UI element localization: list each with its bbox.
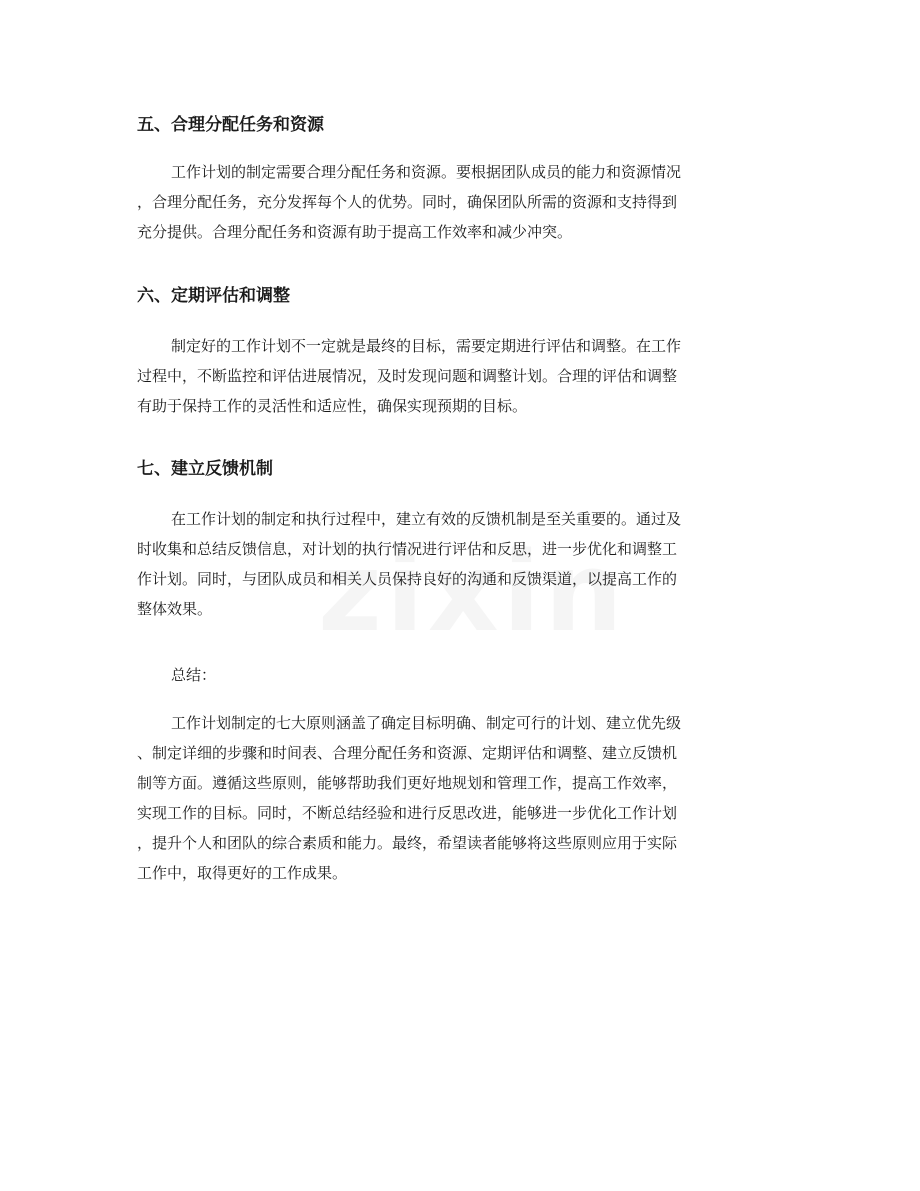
paragraph-line: ，提升个人和团队的综合素质和能力。最终，希望读者能够将这些原则应用于实际 — [137, 834, 678, 852]
paragraph-line: 整体效果。 — [137, 600, 213, 618]
paragraph-line: 实现工作的目标。同时，不断总结经验和进行反思改进，能够进一步优化工作计划 — [137, 804, 678, 822]
section-7-paragraph — [137, 504, 797, 624]
paragraph-line: 过程中，不断监控和评估进展情况，及时发现问题和调整计划。合理的评估和调整 — [137, 367, 678, 385]
section-6-paragraph — [137, 331, 797, 421]
section-5-paragraph — [137, 157, 797, 247]
paragraph-line: 时收集和总结反馈信息，对计划的执行情况进行评估和反思，进一步优化和调整工 — [137, 540, 678, 558]
paragraph-line: 充分提供。合理分配任务和资源有助于提高工作效率和减少冲突。 — [137, 223, 573, 241]
paragraph-line: 作计划。同时，与团队成员和相关人员保持良好的沟通和反馈渠道，以提高工作的 — [137, 570, 678, 588]
section-7-heading: 七、建立反馈机制 — [137, 459, 273, 479]
paragraph-line: 工作中，取得更好的工作成果。 — [137, 864, 348, 882]
paragraph-line: 工作计划的制定需要合理分配任务和资源。要根据团队成员的能力和资源情况 — [171, 163, 682, 181]
paragraph-line: 制等方面。遵循这些原则，能够帮助我们更好地规划和管理工作，提高工作效率， — [137, 774, 678, 792]
paragraph-line: ，合理分配任务，充分发挥每个人的优势。同时，确保团队所需的资源和支持得到 — [137, 193, 678, 211]
paragraph-line: 在工作计划的制定和执行过程中，建立有效的反馈机制是至关重要的。通过及 — [171, 510, 682, 528]
summary-paragraph — [137, 708, 797, 888]
section-5-heading: 五、合理分配任务和资源 — [137, 115, 324, 135]
section-6-heading: 六、定期评估和调整 — [137, 286, 290, 306]
paragraph-line: 有助于保持工作的灵活性和适应性，确保实现预期的目标。 — [137, 397, 528, 415]
paragraph-line: 制定好的工作计划不一定就是最终的目标，需要定期进行评估和调整。在工作 — [171, 337, 682, 355]
summary-label: 总结： — [171, 666, 217, 684]
paragraph-line: 工作计划制定的七大原则涵盖了确定目标明确、制定可行的计划、建立优先级 — [171, 714, 682, 732]
paragraph-line: 、制定详细的步骤和时间表、合理分配任务和资源、定期评估和调整、建立反馈机 — [137, 744, 678, 762]
